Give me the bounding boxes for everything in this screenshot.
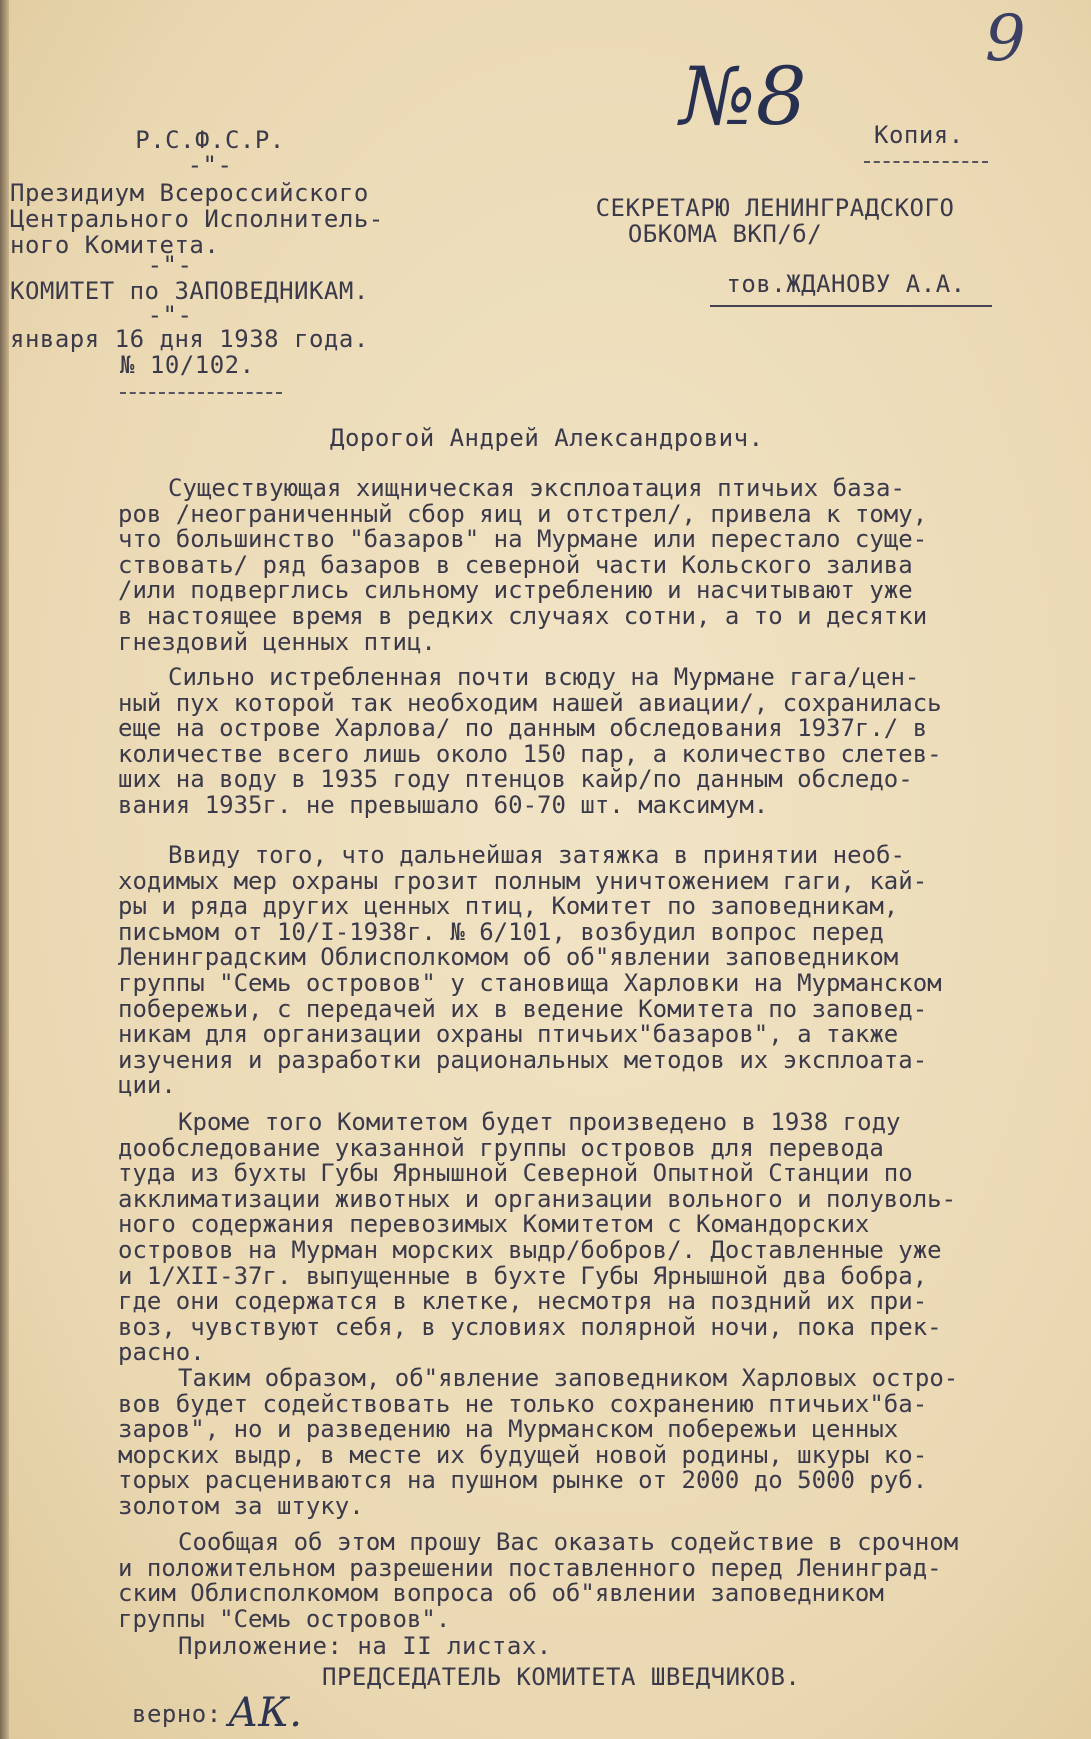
addressee-name: тов.ЖДАНОВУ А.А.: [726, 270, 966, 298]
copy-underline: [864, 161, 988, 163]
paragraph-line: дообследование указанной группы островов для перевода: [118, 1133, 884, 1162]
paragraph-line: группы "Семь островов".: [118, 1604, 451, 1633]
presidium-line: ного Комитета.: [10, 231, 220, 259]
body-paragraph: [118, 476, 1078, 655]
paragraph-line: Сильно истребленная почти всюду на Мурмане гага/цен-: [168, 663, 920, 691]
paragraph-line: и 1/XII-37г. выпущенные в бухте Губы Ярнышной два бобра,: [118, 1261, 928, 1290]
rsfsr-header: Р.С.Ф.С.Р.: [135, 126, 285, 154]
addressee-line: СЕКРЕТАРЮ ЛЕНИНГРАДСКОГО: [595, 194, 955, 222]
paragraph-line: Ввиду того, что дальнейшая затяжка в принятии необ-: [168, 841, 905, 869]
copy-mark: Копия.: [874, 121, 964, 149]
paragraph-line: Таким образом, об"явление заповедником Харловых остро-: [178, 1364, 959, 1392]
document-reference-number: № 10/102.: [120, 351, 255, 379]
committee-name: КОМИТЕТ по ЗАПОВЕДНИКАМ.: [10, 277, 369, 305]
header-divider: [120, 392, 282, 394]
paragraph-line: /или подверглись сильному истреблению и насчитывают уже: [118, 576, 913, 605]
paragraph-line: заров", но и разведению на Мурманском побережьи ценных: [118, 1415, 899, 1444]
paragraph-line: ры и ряда других ценных птиц, Комитет по заповедникам,: [118, 892, 899, 921]
paragraph-line: воз, чувствуют себя, в условиях полярной ночи, пока прек-: [118, 1312, 942, 1341]
paragraph-line: письмом от 10/I-1938г. № 6/101, возбудил вопрос перед: [118, 917, 884, 946]
attachment-note: Приложение: на II листах.: [178, 1632, 552, 1660]
paragraph-line: в настоящее время в редких случаях сотни, а то и десятки: [118, 601, 928, 630]
body-paragraph: [118, 1366, 1078, 1520]
paragraph-line: Ленинградским Облисполкомом об об"явлении заповедником: [118, 943, 899, 972]
paragraph-line: ров /неограниченный сбор яиц и отстрел/, привела к тому,: [118, 499, 928, 528]
paragraph-line: еще на острове Харлова/ по данным обследования 1937г./ в: [118, 714, 928, 743]
paragraph-line: вов будет содействовать не только сохранению птичьих"ба-: [118, 1389, 928, 1418]
header-separator: -"-: [187, 151, 233, 179]
presidium-line: Президиум Всероссийского: [10, 179, 369, 207]
paragraph-line: торых расцениваются на пушном рынке от 2000 до 5000 руб.: [118, 1466, 928, 1495]
header-separator: -"-: [147, 301, 193, 329]
paragraph-line: ствовать/ ряд базаров в северной части Кольского залива: [118, 550, 913, 579]
document-number-handwritten: №8: [680, 50, 807, 143]
paragraph-line: ции.: [118, 1071, 176, 1100]
paragraph-line: Сообщая об этом прошу Вас оказать содействие в срочном: [178, 1528, 959, 1556]
addressee-line: ОБКОМА ВКП/б/: [627, 220, 823, 248]
paragraph-line: расно.: [118, 1338, 205, 1367]
paragraph-line: гнездовий ценных птиц.: [118, 627, 436, 656]
greeting: Дорогой Андрей Александрович.: [330, 424, 764, 452]
paragraph-line: ших на воду в 1935 году птенцов кайр/по данным обследо-: [118, 765, 913, 794]
paragraph-line: и положительном разрешении поставленного перед Ленинград-: [118, 1553, 942, 1582]
body-paragraph: [118, 665, 1078, 819]
page-number-handwritten: 9: [985, 2, 1026, 76]
paragraph-line: ного содержания перевозимых Комитетом с Командорских: [118, 1210, 870, 1239]
addressee-underline: [710, 305, 992, 307]
paragraph-line: ским Облисполкомом вопроса об об"явлении заповедником: [118, 1579, 884, 1608]
presidium-line: Центрального Исполнитель-: [10, 205, 384, 233]
paragraph-line: акклиматизации животных и организации вольного и полуволь-: [118, 1184, 957, 1213]
paragraph-line: количестве всего лишь около 150 пар, а количество слетев-: [118, 739, 942, 768]
paragraph-line: никам для организации охраны птичьих"базаров", а также: [118, 1020, 899, 1049]
paragraph-line: островов на Мурман морских выдр/бобров/. Доставленные уже: [118, 1235, 942, 1264]
paragraph-line: морских выдр, в месте их будущей новой родины, шкуры ко-: [118, 1440, 928, 1469]
paragraph-line: побережьи, с передачей их в ведение Комитета по заповед-: [118, 994, 928, 1023]
body-paragraph: [118, 1110, 1078, 1366]
paragraph-line: где они содержатся в клетке, несмотря на поздний их при-: [118, 1287, 928, 1316]
paragraph-line: группы "Семь островов" у становища Харловки на Мурманском: [118, 968, 942, 997]
header-separator: -"-: [147, 251, 193, 279]
paragraph-line: ный пух которой так необходим нашей авиации/, сохранилась: [118, 688, 942, 717]
paragraph-line: вания 1935г. не превышало 60-70 шт. максимум.: [118, 790, 769, 819]
paragraph-line: Кроме того Комитетом будет произведено в 1938 году: [178, 1108, 901, 1136]
paragraph-line: золотом за штуку.: [118, 1491, 364, 1520]
paragraph-line: Существующая хищническая эксплоатация птичьих база-: [168, 474, 905, 502]
paragraph-line: ходимых мер охраны грозит полным уничтожением гаги, кай-: [118, 866, 928, 895]
body-paragraph: [118, 843, 1078, 1099]
paragraph-line: изучения и разработки рациональных методов их эксплоата-: [118, 1045, 928, 1074]
signatory: ПРЕДСЕДАТЕЛЬ КОМИТЕТА ШВЕДЧИКОВ.: [322, 1663, 801, 1691]
page-edge: [0, 0, 9, 1739]
verified-signature: АК.: [228, 1690, 302, 1736]
paragraph-line: что большинство "базаров" на Мурмане или перестало суще-: [118, 525, 928, 554]
body-paragraph: [118, 1530, 1078, 1632]
paragraph-line: туда из бухты Губы Ярнышной Северной Опытной Станции по: [118, 1159, 913, 1188]
document-date: января 16 дня 1938 года.: [10, 325, 369, 353]
verified-label: верно:: [132, 1700, 222, 1728]
